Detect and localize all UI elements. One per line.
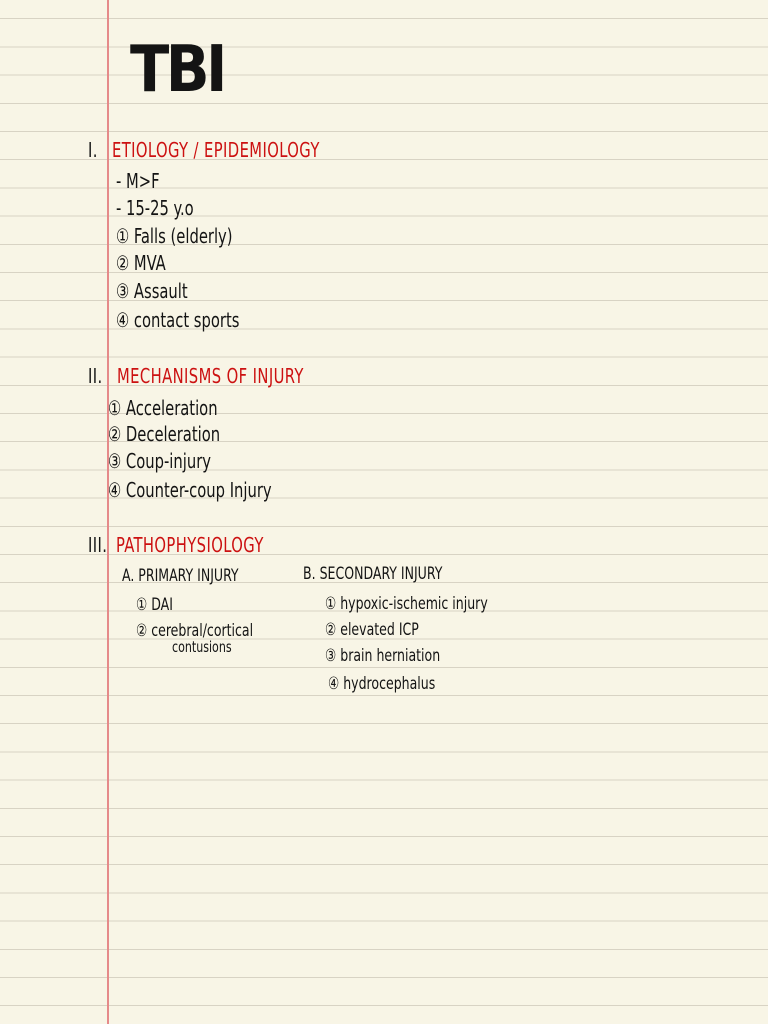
section2-item: ② Deceleration: [108, 422, 221, 446]
section3-numeral: III.: [88, 533, 108, 557]
secondary-injury-item: ① hypoxic-ischemic injury: [325, 594, 488, 614]
section2-numeral: II.: [88, 364, 103, 388]
section2-item: ③ Coup-injury: [108, 449, 211, 473]
section3-heading: PATHOPHYSIOLOGY: [116, 533, 264, 557]
page-title: TBI: [130, 33, 224, 107]
section1-item: - 15-25 y.o: [116, 196, 194, 220]
margin-line: [107, 0, 109, 1024]
section1-item: ③ Assault: [116, 279, 188, 303]
section1-heading: ETIOLOGY / EPIDEMIOLOGY: [112, 138, 320, 162]
section1-item: - M>F: [116, 169, 160, 193]
section2-heading: MECHANISMS OF INJURY: [117, 364, 304, 388]
section1-item: ② MVA: [116, 251, 166, 275]
section2-item: ① Acceleration: [108, 396, 218, 420]
secondary-injury-item: ③ brain herniation: [325, 646, 441, 666]
secondary-injury-heading: B. SECONDARY INJURY: [303, 564, 443, 584]
secondary-injury-item: ② elevated ICP: [325, 620, 419, 640]
primary-injury-heading: A. PRIMARY INJURY: [122, 566, 239, 586]
primary-injury-item: ② cerebral/cortical: [136, 621, 254, 641]
primary-injury-item: ① DAI: [136, 595, 173, 615]
secondary-injury-item: ④ hydrocephalus: [328, 674, 436, 694]
section1-item: ① Falls (elderly): [116, 224, 233, 248]
primary-injury-item: contusions: [172, 638, 232, 656]
section2-item: ④ Counter-coup Injury: [108, 478, 272, 502]
section1-numeral: I.: [88, 138, 98, 162]
section1-item: ④ contact sports: [116, 308, 240, 332]
